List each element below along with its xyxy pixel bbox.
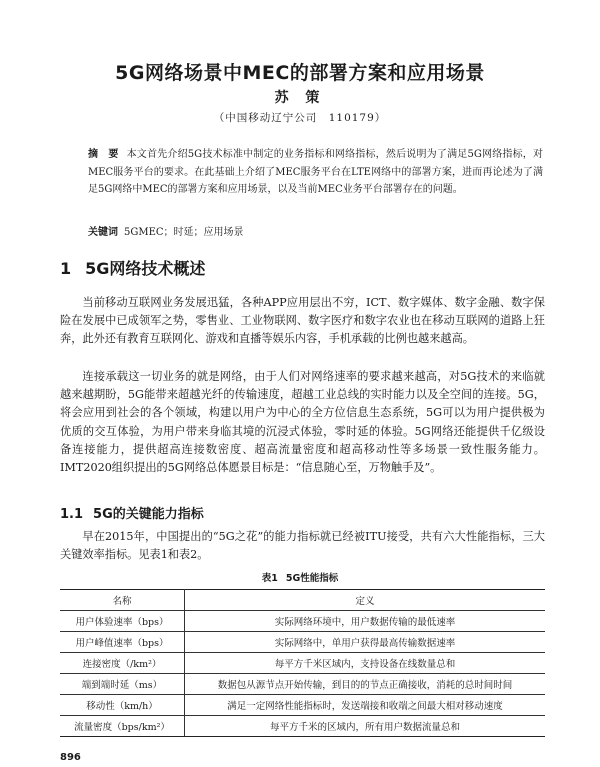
table-cell-definition: 实际网络中，单用户获得最高传输数据速率: [185, 632, 546, 653]
table-row: [60, 716, 545, 737]
table-header-row: [60, 590, 545, 611]
section-number: 1: [60, 259, 72, 278]
table-cell-name: 流量密度（bps/km²）: [60, 716, 185, 737]
table-cell-definition: 每平方千米区域内，支持设备在线数量总和: [185, 653, 546, 674]
keywords-label: 关键词: [88, 227, 118, 238]
table-row: [60, 611, 545, 632]
abstract-label: 摘 要: [88, 149, 119, 160]
paragraph-3: 早在2015年，中国提出的“5G之花”的能力指标就已经被ITU接受，共有六大性能指标，三大关键效率指标。见表1和表2。: [60, 530, 545, 562]
table-caption: [0, 570, 600, 584]
author-affiliation: （中国移动辽宁公司 110179）: [213, 112, 387, 124]
keywords: [88, 225, 543, 241]
table-row: [60, 632, 545, 653]
table-row: [60, 653, 545, 674]
table-cell-name: 端到端时延（ms）: [60, 674, 185, 695]
table-cell-name: 用户体验速率（bps）: [60, 611, 185, 632]
author-name: 苏 策: [274, 90, 326, 106]
table-cell-definition: 数据包从源节点开始传输，到目的的节点正确接收，消耗的总时间时间: [185, 674, 546, 695]
table-cell-name: 连接密度（/km²）: [60, 653, 185, 674]
table-header-name: 名称: [60, 590, 185, 611]
table-cell-definition: 满足一定网络性能指标时，发送端接和收端之间最大相对移动速度: [185, 695, 546, 716]
subsection-heading-1-1: [60, 503, 204, 522]
paragraph-1: 当前移动互联网业务发展迅猛，各种APP应用层出不穷，ICT、数字媒体、数字金融、数字保险在发展中已成领军之势，零售业、工业物联网、数字医疗和数字农业也在移动互联网的道路上狂奔，此外还有教育互联网化、游戏和直播等娱乐内容，手机承载的比例也越来越高。: [60, 296, 545, 346]
table-row: [60, 674, 545, 695]
abstract: [88, 146, 543, 199]
table-caption-text: 5G性能指标: [285, 573, 339, 584]
section-heading-1: [60, 256, 205, 279]
table-cell-name: 移动性（km/h）: [60, 695, 185, 716]
section-title: 5G网络技术概述: [85, 259, 206, 278]
table-cell-definition: 每平方千米的区域内，所有用户数据流量总和: [185, 716, 546, 737]
performance-table: [60, 589, 545, 737]
paragraph-2: 连接承载这一切业务的就是网络，由于人们对网络速率的要求越来越高，对5G技术的来临就越来越期盼，5G能带来超越光纤的传输速度，超越工业总线的实时能力以及全空间的连接。5G，将会应用到社会的各个领域，构建以用户为中心的全方位信息生态系统，5G可以为用户提供极为优质的交互体验，为用户带来身临其境的沉浸式体验，零时延的体验。5G网络还能提供千亿级设备连接能力，提供超高连接数密度、超高流量密度和超高移动性等多场景一致性服务能力。IMT2020组织提出的5G网络总体愿景目标是：“信息随心至，万物触手及”。: [60, 370, 545, 475]
table-row: [60, 695, 545, 716]
abstract-text: 本文首先介绍5G技术标准中制定的业务指标和网络指标，然后说明为了满足5G网络指标，对MEC服务平台的要求。在此基础上介绍了MEC服务平台在LTE网络中的部署方案，进而再论述为了满足5G网络中MEC的部署方案和应用场景，以及当前MEC业务平台部署存在的问题。: [88, 149, 543, 195]
table-cell-name: 用户峰值速率（bps）: [60, 632, 185, 653]
table-caption-number: 表1: [261, 573, 278, 584]
table-header-definition: 定义: [185, 590, 546, 611]
article-title: 5G网络场景中MEC的部署方案和应用场景: [115, 62, 485, 84]
subsection-title: 5G的关键能力指标: [93, 507, 204, 522]
table-cell-definition: 实际网络环境中，用户数据传输的最低速率: [185, 611, 546, 632]
page-number: 896: [60, 752, 81, 763]
subsection-number: 1.1: [60, 507, 84, 522]
keywords-text: 5GMEC；时延；应用场景: [124, 227, 244, 238]
